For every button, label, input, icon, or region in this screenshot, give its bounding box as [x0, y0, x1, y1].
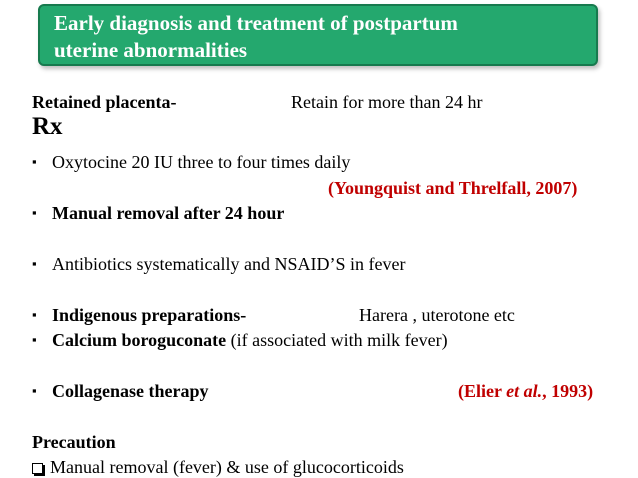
- reference-youngquist: (Youngquist and Threlfall, 2007): [328, 178, 578, 198]
- reference-elier: [458, 381, 593, 402]
- ref2-post: , 1993): [542, 381, 594, 401]
- list-item-calcium: [32, 330, 448, 351]
- list-item-antibiotics: [32, 254, 405, 275]
- list-item-indigenous: [32, 305, 515, 326]
- list-item-oxytocine: [32, 152, 350, 173]
- title-line-1: Early diagnosis and treatment of postpartum: [54, 11, 458, 35]
- oxytocine-text: Oxytocine 20 IU three to four times daily: [52, 152, 351, 172]
- list-item-manual-removal: [32, 203, 284, 224]
- antibiotics-text: Antibiotics systematically and NSAID’S in fever: [52, 254, 406, 274]
- checkbox-bullet-icon: [32, 463, 43, 474]
- indigenous-label: Indigenous preparations-: [52, 305, 247, 325]
- precaution-heading: Precaution: [32, 432, 116, 452]
- ref2-pre: (Elier: [458, 381, 507, 401]
- bullet-icon: ▪: [32, 205, 37, 220]
- ref2-etal: et al.: [506, 381, 543, 401]
- collagenase-text: Collagenase therapy: [52, 381, 209, 401]
- calcium-desc: (if associated with milk fever): [230, 330, 448, 350]
- rx-heading: Rx: [32, 113, 63, 140]
- indigenous-desc: Harera , uterotone etc: [359, 305, 515, 325]
- retained-placenta-line: [32, 92, 483, 113]
- title-line-2: uterine abnormalities: [54, 38, 248, 62]
- retained-placenta-label: Retained placenta-: [32, 92, 177, 112]
- slide-title-box: [38, 4, 598, 66]
- list-item-collagenase: [32, 381, 209, 402]
- bullet-icon: ▪: [32, 332, 37, 347]
- precaution-item-text: Manual removal (fever) & use of glucocorticoids: [50, 457, 404, 477]
- bullet-icon: ▪: [32, 154, 37, 169]
- calcium-label: Calcium boroguconate: [52, 330, 227, 350]
- manual-removal-text: Manual removal after 24 hour: [52, 203, 285, 223]
- retained-placenta-desc: Retain for more than 24 hr: [291, 92, 483, 112]
- precaution-item: [32, 457, 404, 478]
- bullet-icon: ▪: [32, 307, 37, 322]
- bullet-icon: ▪: [32, 256, 37, 271]
- bullet-icon: ▪: [32, 383, 37, 398]
